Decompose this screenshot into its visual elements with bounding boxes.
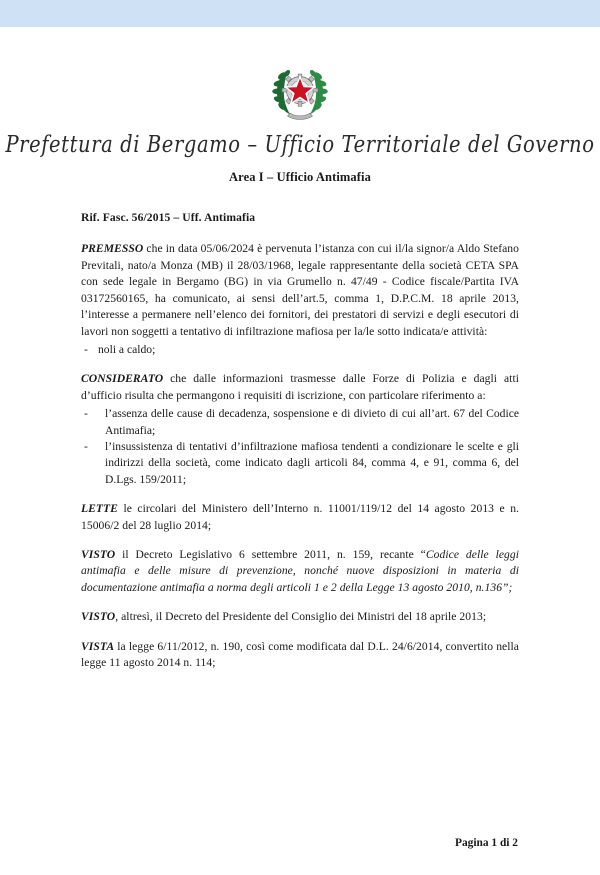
clause-visto-dlgs xyxy=(81,547,519,596)
clause-lead-considerato: CONSIDERATO xyxy=(81,372,164,386)
bullet-dash-icon: - xyxy=(84,407,88,421)
document-body xyxy=(81,185,519,671)
list-item xyxy=(81,439,519,488)
clause-lead-vista: VISTA xyxy=(81,639,115,653)
list-item-label: l’assenza delle cause di decadenza, sospensione e di divieto di cui all’art. 67 del Codice Antimafia; xyxy=(105,407,519,437)
clause-quote-close-visto-dlgs: ”; xyxy=(502,580,513,594)
bullet-dash-icon: - xyxy=(84,342,88,356)
clause-text-visto-dpcm: , altresì, il Decreto del Presidente del Consiglio dei Ministri del 18 aprile 2013; xyxy=(115,610,487,624)
clause-lead-premesso: PREMESSO xyxy=(81,242,144,256)
clause-text-vista: la legge 6/11/2012, n. 190, così come modificata dal D.L. 24/6/2014, convertito nella legge 11 agosto 2014 n. 114; xyxy=(81,639,519,669)
clause-vista xyxy=(81,639,519,672)
requirements-list xyxy=(81,406,519,488)
clause-text-premesso: che in data 05/06/2024 è pervenuta l’istanza con cui il/la signor/a Aldo Stefano Previtali, nato/a Monza (MB) il 28/03/1968, legale rappresentante della società CETA SPA con sede legale in Bergamo (BG) in via Grumello n. 47/49 - Codice fiscale/Partita IVA 03172560165, ha comunicato, ai sensi dell’art.5, comma 1, D.P.C.M. 18 aprile 2013, l’interesse a permanere nell’elenco dei fornitori, dei prestatori di servizi e degli esecutori di lavori non soggetti a tentativo di infiltrazione mafiosa per la/le sotto indicata/e attività: xyxy=(81,242,519,338)
clause-lead-visto-dpcm: VISTO xyxy=(81,610,116,624)
clause-text-lette: le circolari del Ministero dell’Interno n. 11001/119/12 del 14 agosto 2013 e n. 15006/2 del 28 luglio 2014; xyxy=(81,502,519,532)
clause-text-considerato: che dalle informazioni trasmesse dalle Forze di Polizia e dagli atti d’ufficio risulta che permangono i requisiti di iscrizione, con particolare riferimento a: xyxy=(81,372,519,402)
list-item-label: noli a caldo; xyxy=(98,342,156,356)
clause-lead-lette: LETTE xyxy=(81,502,118,516)
pdf-viewer-top-band xyxy=(0,0,600,27)
list-item xyxy=(81,342,519,358)
clause-visto-dpcm xyxy=(81,609,519,625)
bullet-dash-icon: - xyxy=(84,439,88,453)
document-page xyxy=(0,27,600,875)
clause-premesso xyxy=(81,241,519,339)
office-subtitle: Area I – Ufficio Antimafia xyxy=(229,170,371,185)
activities-list xyxy=(81,342,519,358)
clause-lead-visto-dlgs: VISTO xyxy=(81,547,116,561)
letterhead xyxy=(0,27,600,185)
list-item-label: l’insussistenza di tentativi d’infiltrazione mafiosa tendenti a condizionare le scelte e gli indirizzi della società, come indicato dagli articoli 84, comma 4, e 91, comma 6, del D.Lgs. 159/2011; xyxy=(105,439,519,486)
clause-quote-visto-dlgs: Codice delle leggi antimafia e delle misure di prevenzione, nonché nuove disposizioni in materia di documentazione antimafia a norma degli articoli 1 e 2 della Legge 13 agosto 2010, n.136 xyxy=(81,547,520,594)
office-title: Prefettura di Bergamo – Ufficio Territoriale del Governo xyxy=(5,130,595,159)
page-footer: Pagina 1 di 2 xyxy=(455,837,518,849)
clause-text-visto-dlgs: il Decreto Legislativo 6 settembre 2011, n. 159, recante “ xyxy=(115,547,426,561)
clause-considerato xyxy=(81,371,519,404)
list-item xyxy=(81,406,519,439)
file-reference: Rif. Fasc. 56/2015 – Uff. Antimafia xyxy=(81,211,256,225)
clause-lette xyxy=(81,501,519,534)
emblem-of-italy-icon xyxy=(269,61,331,123)
